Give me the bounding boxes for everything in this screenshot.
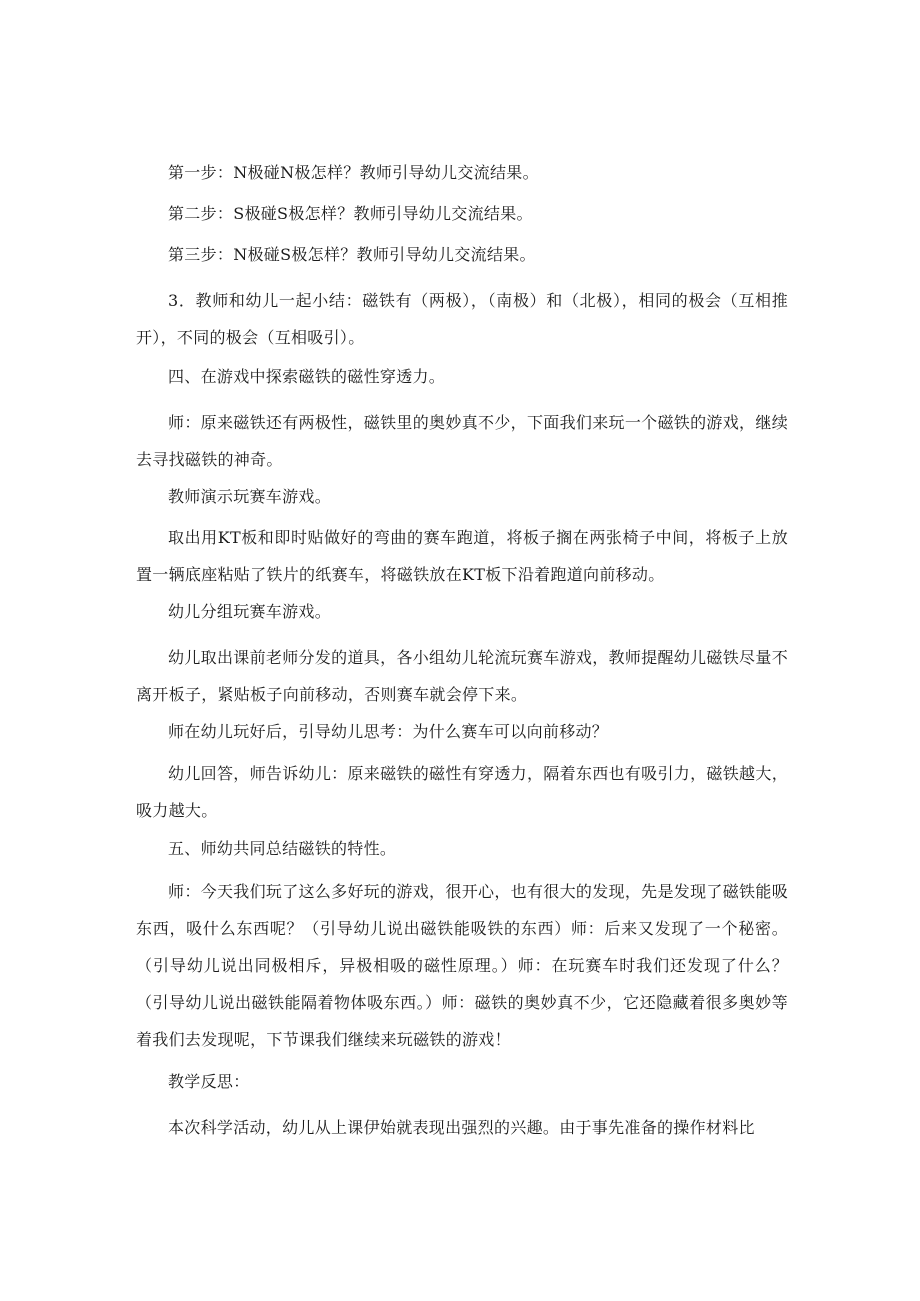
paragraph-teacher-question: 师在幼儿玩好后，引导幼儿思考：为什么赛车可以向前移动？ xyxy=(168,722,609,741)
paragraph-demo-race-game: 教师演示玩赛车游戏。 xyxy=(168,487,332,506)
paragraph-step-3: 第三步：N极碰S极怎样？教师引导幼儿交流结果。 xyxy=(168,245,536,264)
paragraph-teacher-intro-game: 师：原来磁铁还有两极性，磁铁里的奥妙真不少，下面我们来玩一个磁铁的游戏，继续去寻找磁铁的神奇。 xyxy=(136,413,788,469)
section-heading-4: 四、在游戏中探索磁铁的磁性穿透力。 xyxy=(168,367,446,386)
paragraph-children-answer: 幼儿回答，师告诉幼儿：原来磁铁的磁性有穿透力，隔着东西也有吸引力，磁铁越大，吸力越大。 xyxy=(136,764,788,820)
paragraph-step-2: 第二步：S极碰S极怎样？教师引导幼儿交流结果。 xyxy=(168,204,533,223)
paragraph-group-race-game: 幼儿分组玩赛车游戏。 xyxy=(168,602,332,621)
paragraph-teacher-summary: 师：今天我们玩了这么多好玩的游戏，很开心，也有很大的发现，先是发现了磁铁能吸东西，吸什么东西呢？（引导幼儿说出磁铁能吸铁的东西）师：后来又发现了一个秘密。（引导幼儿说出同极相斥，异极相吸的磁性原理。）师：在玩赛车时我们还发现了什么？（引导幼儿说出磁铁能隔着物体吸东西。）师：磁铁的奥妙真不少，它还隐藏着很多奥妙等着我们去发现呢，下节课我们继续来玩磁铁的游戏！ xyxy=(136,882,788,1049)
heading-teaching-reflection: 教学反思： xyxy=(168,1072,250,1091)
paragraph-summary-poles: 3．教师和幼儿一起小结：磁铁有（两极），（南极）和（北极），相同的极会（互相推开），不同的极会（互相吸引）。 xyxy=(136,291,788,347)
paragraph-children-play: 幼儿取出课前老师分发的道具，各小组幼儿轮流玩赛车游戏，教师提醒幼儿磁铁尽量不离开板子，紧贴板子向前移动，否则赛车就会停下来。 xyxy=(136,648,788,704)
section-heading-5: 五、师幼共同总结磁铁的特性。 xyxy=(168,839,397,858)
paragraph-race-track-setup: 取出用KT板和即时贴做好的弯曲的赛车跑道，将板子搁在两张椅子中间，将板子上放置一辆底座粘贴了铁片的纸赛车，将磁铁放在KT板下沿着跑道向前移动。 xyxy=(136,528,788,584)
paragraph-step-1: 第一步：N极碰N极怎样？教师引导幼儿交流结果。 xyxy=(168,163,539,182)
paragraph-reflection-text: 本次科学活动，幼儿从上课伊始就表现出强烈的兴趣。由于事先准备的操作材料比 xyxy=(168,1118,755,1137)
